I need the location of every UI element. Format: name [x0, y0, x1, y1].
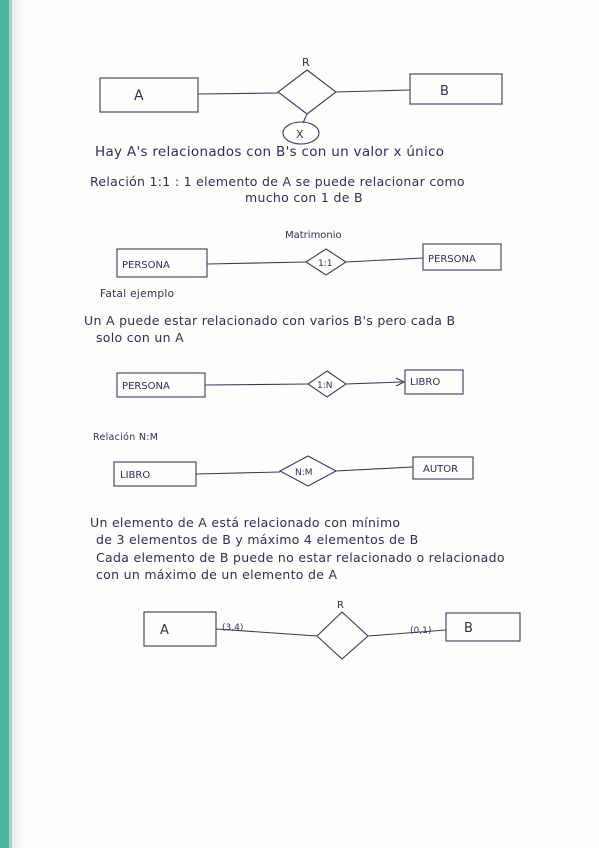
connector-r-b: [368, 630, 446, 636]
diagram-1: [100, 56, 502, 144]
connector-right: [346, 258, 423, 262]
note-3-line-1: Un elemento de A está relacionado con mínimo: [90, 515, 401, 530]
note-1-line-2: Relación 1:1 : 1 elemento de A se puede relacionar como: [90, 174, 465, 189]
cardinality-label: 1:N: [317, 381, 333, 391]
entity-a-box: [100, 78, 198, 112]
connector-a-r: [198, 93, 278, 94]
connector-right: [346, 382, 402, 384]
connector-left: [196, 472, 280, 474]
entity-persona-label: PERSONA: [122, 381, 170, 392]
cardinality-label: 1:1: [318, 259, 333, 269]
connector-r-b: [336, 90, 410, 92]
relation-r-diamond: [317, 612, 368, 659]
note-heading-relacion-nm: Relación N:M: [93, 432, 159, 443]
entity-persona-right-label: PERSONA: [428, 254, 476, 265]
entity-libro-label: LIBRO: [410, 377, 441, 388]
diagram-4: [114, 456, 473, 486]
note-3-line-4: con un máximo de un elemento de A: [96, 567, 338, 582]
note-3-line-3: Cada elemento de B puede no estar relacionado o relacionado: [96, 550, 505, 565]
note-2-line-1: Fatal ejemplo: [100, 288, 175, 300]
note-1-line-3: mucho con 1 de B: [245, 190, 363, 205]
attribute-x-label: X: [296, 128, 304, 141]
entity-b-box: [446, 613, 520, 641]
entity-b-label: B: [440, 84, 449, 99]
cardinality-a-label: (3,4): [222, 623, 244, 633]
note-1-line-1: Hay A's relacionados con B's con un valor x único: [95, 144, 445, 160]
entity-b-box: [410, 74, 502, 104]
cardinality-b-label: (0,1): [410, 626, 432, 636]
entity-a-label: A: [134, 88, 144, 104]
entity-a-label: A: [160, 623, 169, 638]
entity-libro-label: LIBRO: [120, 470, 151, 481]
relation-r-label: R: [302, 56, 310, 69]
note-2-line-2: Un A puede estar relacionado con varios B's pero cada B: [84, 313, 456, 328]
entity-a-box: [144, 612, 216, 646]
diagram-2: [117, 230, 501, 277]
entity-persona-left-label: PERSONA: [122, 260, 170, 271]
note-2-line-3: solo con un A: [96, 330, 184, 345]
diagram-5: [144, 600, 520, 659]
diagram-3: [117, 370, 463, 397]
entity-b-label: B: [464, 621, 473, 636]
connector-left: [207, 262, 306, 264]
note-3-line-2: de 3 elementos de B y máximo 4 elementos de B: [96, 532, 419, 547]
cardinality-label: N:M: [295, 468, 313, 478]
relation-r-diamond: [278, 70, 336, 114]
entity-autor-label: AUTOR: [423, 464, 459, 475]
connector-right: [336, 467, 413, 471]
relation-r-label: R: [337, 600, 344, 611]
connector-left: [205, 384, 308, 385]
relation-title: Matrimonio: [285, 230, 342, 241]
